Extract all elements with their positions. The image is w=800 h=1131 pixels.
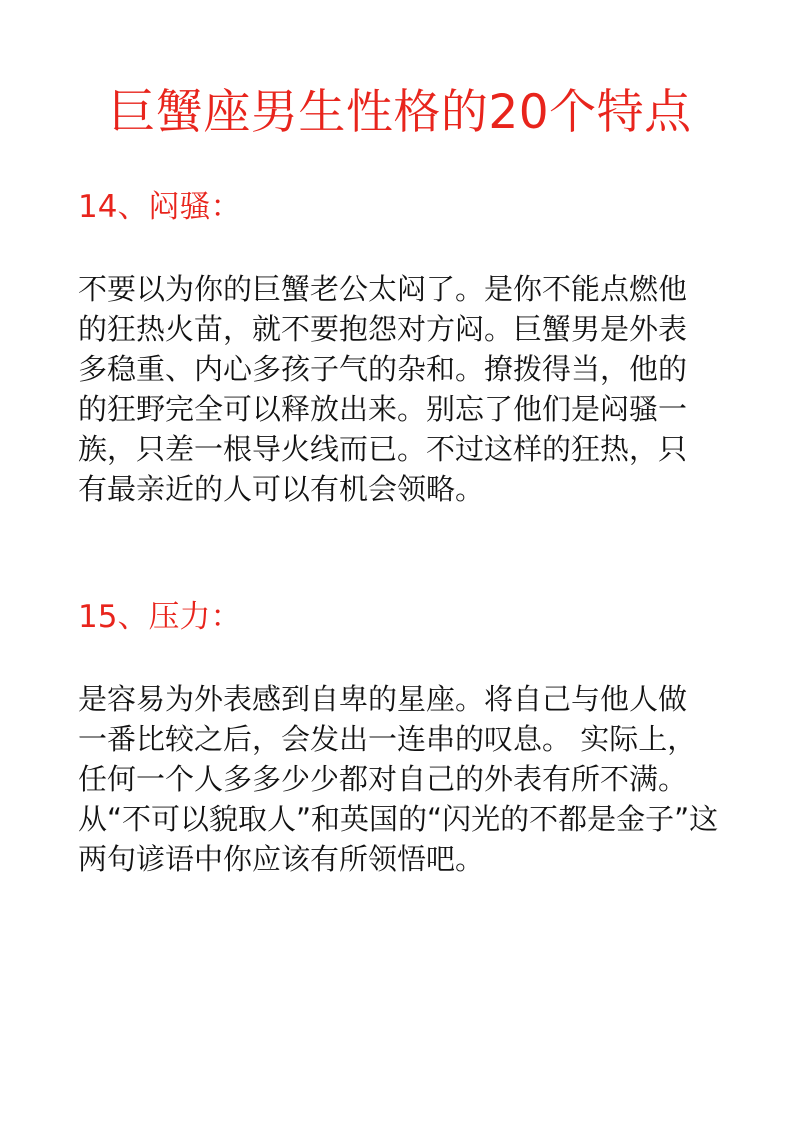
body-line: 任何一个人多多少少都对自己的外表有所不满。 (78, 762, 688, 796)
body-line: 的狂野完全可以释放出来。别忘了他们是闷骚一 (78, 392, 688, 426)
body-line: 的狂热火苗，就不要抱怨对方闷。巨蟹男是外表 (78, 312, 688, 346)
section-heading-14: 14、闷骚： (78, 189, 242, 225)
body-line: 族，只差一根导火线而已。不过这样的狂热，只 (78, 432, 688, 466)
body-line: 多稳重、内心多孩子气的杂和。撩拨得当，他的 (78, 352, 688, 386)
section-body-15 (78, 679, 738, 879)
body-line: 一番比较之后，会发出一连串的叹息。 实际上， (78, 722, 697, 756)
page-title: 巨蟹座男生性格的20个特点 (108, 85, 692, 140)
section-heading-15: 15、压力： (78, 599, 242, 635)
section-body-14 (78, 269, 738, 509)
body-line: 有最亲近的人可以有机会领略。 (78, 472, 485, 506)
body-line: 从“不可以貌取人”和英国的“闪光的不都是金子”这 (78, 802, 719, 836)
body-line: 两句谚语中你应该有所领悟吧。 (78, 842, 485, 876)
body-line: 不要以为你的巨蟹老公太闷了。是你不能点燃他 (78, 272, 688, 306)
body-line: 是容易为外表感到自卑的星座。将自己与他人做 (78, 682, 688, 716)
